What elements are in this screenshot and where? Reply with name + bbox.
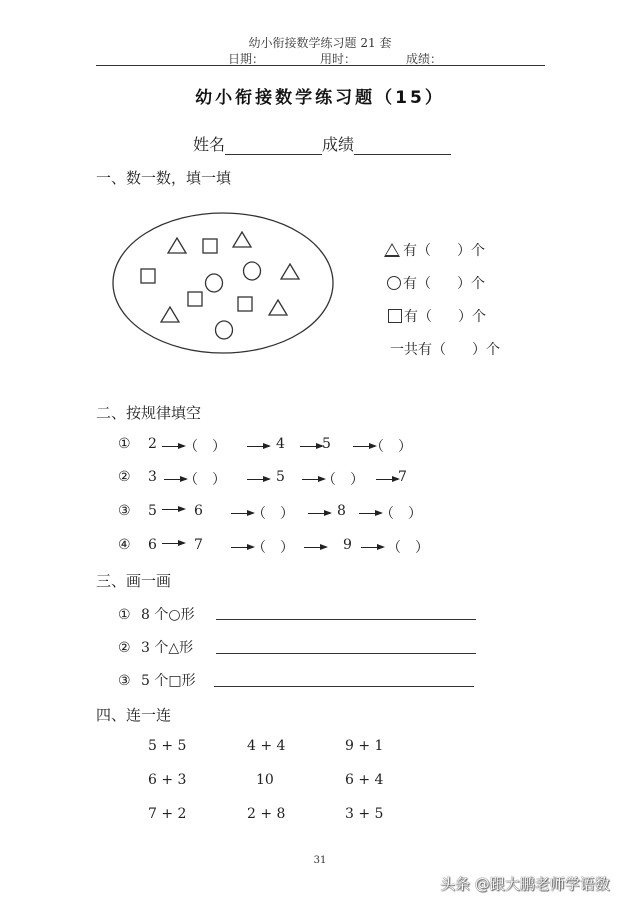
arrow-icon bbox=[302, 479, 324, 480]
score-header-label: 成绩： bbox=[406, 52, 443, 66]
sequence-blank[interactable]: （ ） bbox=[252, 506, 294, 522]
match-item[interactable]: 5 + 5 bbox=[148, 738, 187, 754]
match-item[interactable]: 4 + 4 bbox=[247, 738, 286, 754]
circle-shape-icon bbox=[206, 274, 223, 292]
triangle-icon bbox=[384, 243, 400, 257]
square-shape-icon bbox=[141, 269, 155, 283]
match-item[interactable]: 3 + 5 bbox=[345, 806, 384, 822]
arrow-icon bbox=[162, 509, 184, 510]
square-shape-icon bbox=[188, 292, 202, 306]
count-questions bbox=[384, 233, 500, 365]
square-icon bbox=[388, 309, 402, 323]
match-item[interactable]: 6 + 4 bbox=[345, 772, 384, 788]
arrow-icon bbox=[247, 479, 269, 480]
arrow-icon bbox=[376, 479, 398, 480]
sequence-row-2: ② 3 （ ） 5 （ ） 7 bbox=[118, 469, 407, 488]
page-title: 幼小衔接数学练习题（15） bbox=[195, 88, 445, 108]
arrow-icon bbox=[361, 547, 383, 548]
sequence-blank[interactable]: （ ） bbox=[380, 506, 422, 522]
arrow-icon bbox=[247, 446, 269, 447]
arrow-icon bbox=[308, 513, 330, 514]
arrow-icon bbox=[164, 479, 186, 480]
match-item[interactable]: 9 + 1 bbox=[345, 738, 384, 754]
date-label: 日期： bbox=[228, 52, 265, 66]
triangle-shape-icon bbox=[233, 232, 251, 247]
triangle-shape-icon bbox=[168, 238, 186, 253]
draw-row-2: ② 3 个△形 bbox=[118, 640, 194, 656]
time-label: 用时： bbox=[320, 52, 357, 66]
sequence-blank[interactable]: （ ） bbox=[184, 439, 226, 455]
score-label: 成绩 bbox=[322, 135, 355, 154]
arrow-icon bbox=[162, 543, 184, 544]
circle-shape-icon bbox=[216, 321, 233, 339]
draw-area-1[interactable] bbox=[216, 619, 476, 620]
match-item[interactable]: 6 + 3 bbox=[148, 772, 187, 788]
count-circle-row: 有（ ）个 bbox=[384, 266, 500, 299]
arrow-icon bbox=[304, 547, 326, 548]
draw-area-2[interactable] bbox=[216, 653, 476, 654]
sequence-blank[interactable]: （ ） bbox=[387, 540, 429, 556]
sequence-blank[interactable]: （ ） bbox=[322, 472, 364, 488]
draw-area-3[interactable] bbox=[214, 686, 474, 687]
section-1-heading: 一、数一数，填一填 bbox=[96, 169, 232, 187]
triangle-shape-icon bbox=[161, 307, 179, 322]
sequence-row-1: ① 2 （ ） 4 5 （ ） bbox=[118, 436, 412, 455]
series-title: 幼小衔接数学练习题 21 套 bbox=[248, 36, 392, 50]
section-3-heading: 三、画一画 bbox=[96, 572, 172, 590]
triangle-shape-icon bbox=[269, 300, 287, 315]
arrow-icon bbox=[231, 547, 253, 548]
match-item[interactable]: 2 + 8 bbox=[247, 806, 286, 822]
draw-row-3: ③ 5 个□形 bbox=[118, 673, 196, 689]
sequence-blank[interactable]: （ ） bbox=[252, 540, 294, 556]
triangle-shape-icon bbox=[281, 264, 299, 279]
section-4-heading: 四、连一连 bbox=[96, 706, 172, 724]
sequence-row-3: ③ 5 6 （ ） 8 （ ） bbox=[118, 503, 422, 522]
circle-shape-icon bbox=[244, 262, 261, 280]
draw-row-1: ① 8 个○形 bbox=[118, 607, 195, 623]
match-item[interactable]: 10 bbox=[256, 772, 274, 788]
square-shape-icon bbox=[238, 297, 252, 311]
page-number: 31 bbox=[313, 855, 327, 866]
count-total-row: 一共有（ ）个 bbox=[390, 341, 500, 358]
arrow-icon bbox=[162, 446, 184, 447]
sequence-blank[interactable]: （ ） bbox=[184, 472, 226, 488]
count-triangle-row: 有（ ）个 bbox=[384, 233, 500, 266]
count-square-row: 有（ ）个 bbox=[384, 299, 500, 332]
sequence-row-4: ④ 6 7 （ ） 9 （ ） bbox=[118, 537, 429, 556]
match-item[interactable]: 7 + 2 bbox=[148, 806, 187, 822]
square-shape-icon bbox=[203, 239, 217, 253]
name-label: 姓名 bbox=[193, 135, 226, 154]
section-2-heading: 二、按规律填空 bbox=[96, 404, 202, 422]
circle-icon bbox=[387, 276, 401, 290]
sequence-blank[interactable]: （ ） bbox=[370, 439, 412, 455]
arrow-icon bbox=[231, 513, 253, 514]
arrow-icon bbox=[359, 513, 381, 514]
watermark: 头条 @跟大鹏老师学语数 bbox=[440, 875, 610, 893]
arrow-icon bbox=[300, 446, 322, 447]
